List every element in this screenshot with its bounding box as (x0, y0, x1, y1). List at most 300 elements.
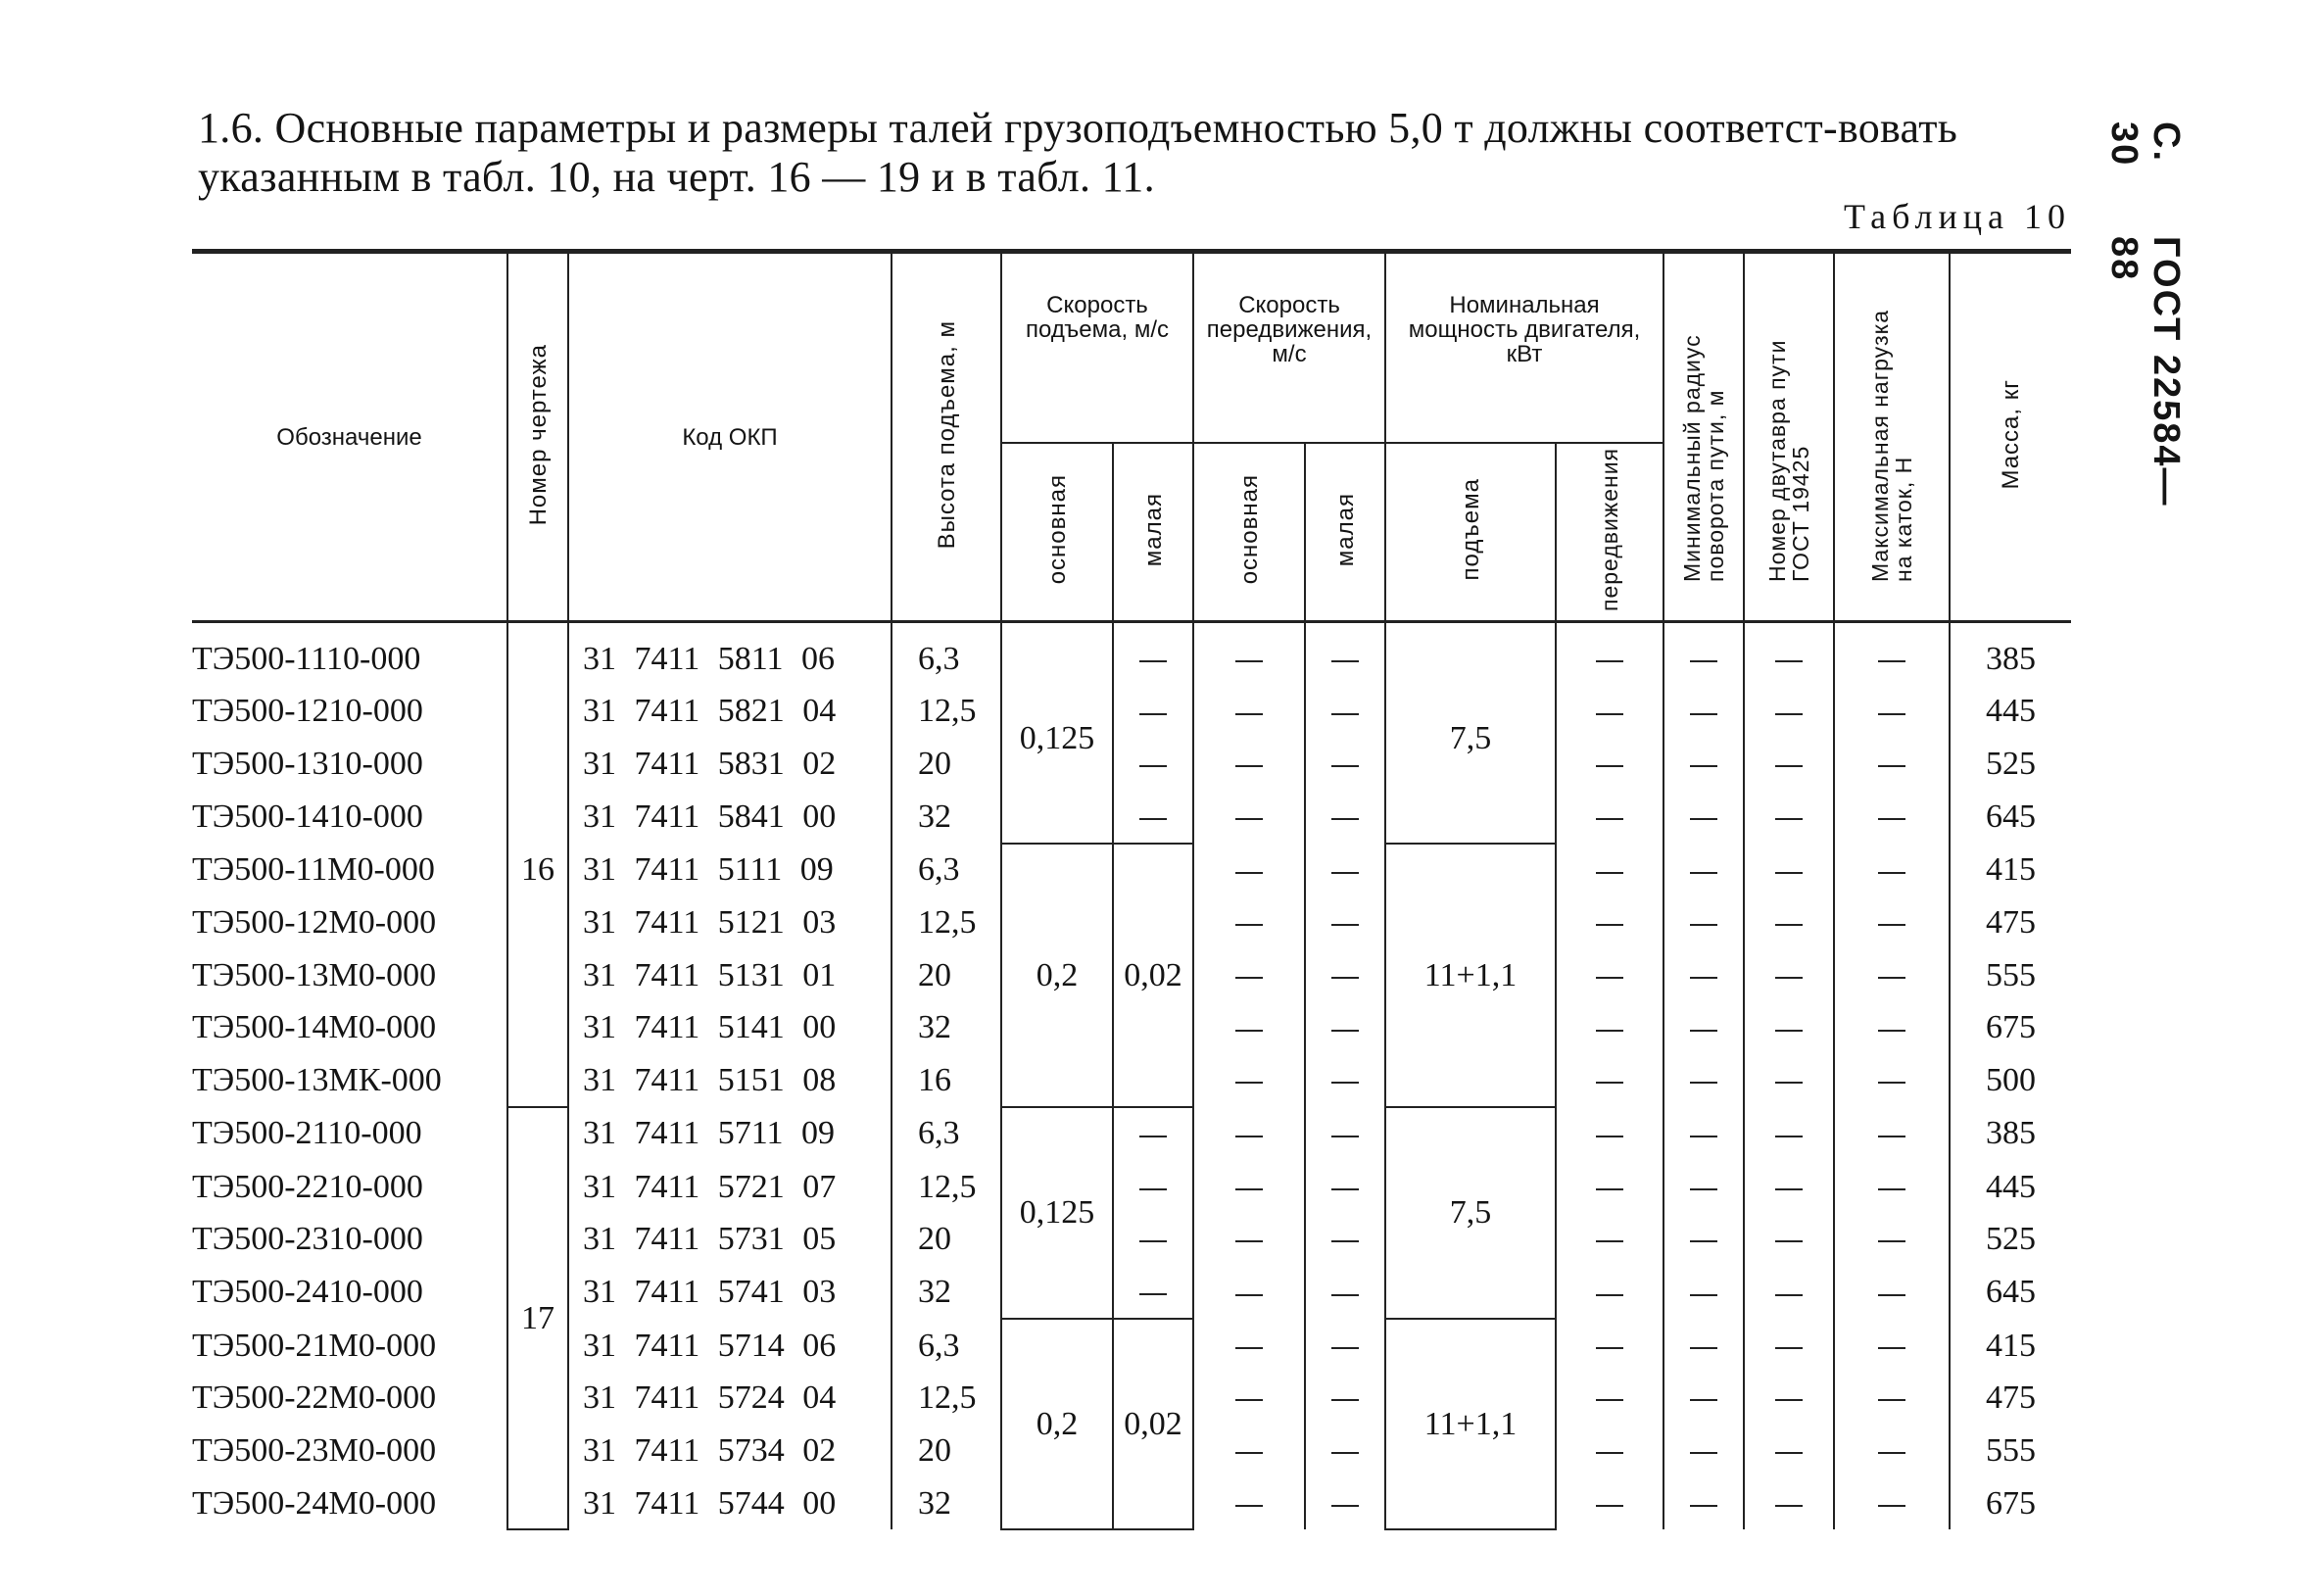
max-load (1834, 896, 1950, 949)
lift-speed-low (1113, 685, 1193, 738)
dash-mark (1331, 818, 1359, 820)
dash-mark (1139, 765, 1167, 767)
dash-mark (1596, 765, 1623, 767)
row-lift-height: 12,5 (892, 896, 1001, 949)
dash-mark (1690, 1188, 1717, 1190)
row-designation: ТЭ500-1210-000 (192, 685, 507, 738)
max-load (1834, 1266, 1950, 1320)
header-ibeam: Номер двутавра пути ГОСТ 19425 (1744, 252, 1834, 622)
ibeam-number (1744, 1107, 1834, 1161)
travel-speed-main (1193, 1266, 1305, 1320)
dash-mark (1690, 872, 1717, 874)
travel-speed-low (1305, 790, 1385, 844)
dash-mark (1775, 713, 1803, 715)
header-lift-height: Высота подъема, м (892, 252, 1001, 622)
dash-mark (1596, 1399, 1623, 1401)
row-lift-height: 12,5 (892, 1160, 1001, 1213)
dash-mark (1235, 924, 1263, 926)
header-motor-power: Номинальная мощность двигателя, кВт (1385, 252, 1663, 444)
dash-mark (1596, 977, 1623, 979)
dash-mark (1331, 1240, 1359, 1242)
row-designation: ТЭ500-2210-000 (192, 1160, 507, 1213)
dash-mark (1235, 1030, 1263, 1032)
ibeam-number (1744, 1266, 1834, 1320)
table-row (192, 1266, 2071, 1320)
row-okp-code: 31 7411 5714 06 (568, 1319, 892, 1372)
travel-speed-main (1193, 1160, 1305, 1213)
row-designation: ТЭ500-1110-000 (192, 622, 507, 686)
travel-speed-low (1305, 1319, 1385, 1372)
header-drawing-no: Номер чертежа (507, 252, 568, 622)
power-travel (1556, 1425, 1663, 1477)
dash-mark (1235, 1240, 1263, 1242)
row-lift-height: 20 (892, 738, 1001, 791)
lift-speed-low (1113, 790, 1193, 844)
ibeam-number (1744, 1476, 1834, 1529)
travel-speed-main (1193, 1476, 1305, 1529)
dash-mark (1878, 1294, 1905, 1296)
dash-mark (1690, 924, 1717, 926)
travel-speed-main (1193, 1001, 1305, 1054)
row-lift-height: 12,5 (892, 685, 1001, 738)
lift-speed-low (1113, 1107, 1193, 1161)
power-travel (1556, 1107, 1663, 1161)
dash-mark (1331, 1188, 1359, 1190)
dash-mark (1235, 1188, 1263, 1190)
travel-speed-main (1193, 1107, 1305, 1161)
row-lift-height: 12,5 (892, 1372, 1001, 1425)
row-mass: 385 (1950, 1107, 2071, 1161)
travel-speed-low (1305, 738, 1385, 791)
travel-speed-low (1305, 844, 1385, 896)
ibeam-number (1744, 622, 1834, 686)
dash-mark (1878, 713, 1905, 715)
min-radius (1663, 1319, 1744, 1372)
parameters-table (192, 249, 2071, 1530)
dash-mark (1690, 1347, 1717, 1349)
row-designation: ТЭ500-23М0-000 (192, 1425, 507, 1477)
min-radius (1663, 1213, 1744, 1266)
travel-speed-main (1193, 790, 1305, 844)
row-mass: 525 (1950, 1213, 2071, 1266)
row-mass: 675 (1950, 1001, 2071, 1054)
dash-mark (1235, 1082, 1263, 1084)
dash-mark (1235, 1136, 1263, 1137)
row-mass: 645 (1950, 790, 2071, 844)
header-min-radius: Минимальный радиус поворота пути, м (1663, 252, 1744, 622)
max-load (1834, 1425, 1950, 1477)
row-okp-code: 31 7411 5711 09 (568, 1107, 892, 1161)
row-designation: ТЭ500-24М0-000 (192, 1476, 507, 1529)
dash-mark (1331, 1294, 1359, 1296)
travel-speed-main (1193, 1054, 1305, 1107)
dash-mark (1878, 872, 1905, 874)
travel-speed-main (1193, 844, 1305, 896)
running-header (2103, 121, 2187, 533)
dash-mark (1139, 1240, 1167, 1242)
dash-mark (1690, 765, 1717, 767)
dash-mark (1775, 977, 1803, 979)
table-row (192, 844, 2071, 896)
row-mass: 500 (1950, 1054, 2071, 1107)
header-lift-low: малая (1113, 443, 1193, 622)
header-mass: Масса, кг (1950, 252, 2071, 622)
row-mass: 675 (1950, 1476, 2071, 1529)
lift-speed-low (1113, 1160, 1193, 1213)
dash-mark (1139, 818, 1167, 820)
row-okp-code: 31 7411 5831 02 (568, 738, 892, 791)
header-lift-main: основная (1001, 443, 1113, 622)
travel-speed-low (1305, 1266, 1385, 1320)
dash-mark (1775, 660, 1803, 662)
travel-speed-low (1305, 948, 1385, 1001)
dash-mark (1878, 1188, 1905, 1190)
dash-mark (1690, 660, 1717, 662)
row-lift-height: 20 (892, 1213, 1001, 1266)
dash-mark (1775, 1505, 1803, 1507)
travel-speed-low (1305, 896, 1385, 949)
power-lift: 11+1,1 (1385, 844, 1556, 1106)
dash-mark (1690, 818, 1717, 820)
min-radius (1663, 1476, 1744, 1529)
dash-mark (1690, 1505, 1717, 1507)
lift-speed-low (1113, 738, 1193, 791)
row-okp-code: 31 7411 5151 08 (568, 1054, 892, 1107)
row-okp-code: 31 7411 5734 02 (568, 1425, 892, 1477)
travel-speed-main (1193, 1213, 1305, 1266)
header-power-travel: передвижения (1556, 443, 1663, 622)
row-okp-code: 31 7411 5131 01 (568, 948, 892, 1001)
table-row (192, 1107, 2071, 1161)
ibeam-number (1744, 948, 1834, 1001)
max-load (1834, 1054, 1950, 1107)
dash-mark (1139, 1136, 1167, 1137)
row-okp-code: 31 7411 5721 07 (568, 1160, 892, 1213)
dash-mark (1331, 713, 1359, 715)
dash-mark (1235, 1347, 1263, 1349)
table-row (192, 622, 2071, 686)
header-designation: Обозначение (192, 252, 507, 622)
row-designation: ТЭ500-2310-000 (192, 1213, 507, 1266)
row-mass: 385 (1950, 622, 2071, 686)
dash-mark (1596, 872, 1623, 874)
dash-mark (1775, 765, 1803, 767)
travel-speed-main (1193, 738, 1305, 791)
header-travel-low: малая (1305, 443, 1385, 622)
drawing-number: 17 (507, 1107, 568, 1530)
travel-speed-low (1305, 685, 1385, 738)
row-mass: 415 (1950, 1319, 2071, 1372)
dash-mark (1775, 1240, 1803, 1242)
travel-speed-main (1193, 1319, 1305, 1372)
dash-mark (1878, 1399, 1905, 1401)
travel-speed-low (1305, 622, 1385, 686)
power-lift: 7,5 (1385, 1107, 1556, 1320)
header-max-load: Максимальная нагрузка на каток, Н (1834, 252, 1950, 622)
dash-mark (1331, 660, 1359, 662)
lift-speed-main: 0,125 (1001, 1107, 1113, 1320)
dash-mark (1331, 1399, 1359, 1401)
lift-speed-main: 0,2 (1001, 844, 1113, 1106)
row-designation: ТЭ500-11М0-000 (192, 844, 507, 896)
row-lift-height: 6,3 (892, 1319, 1001, 1372)
power-travel (1556, 1476, 1663, 1529)
dash-mark (1690, 1082, 1717, 1084)
dash-mark (1878, 1082, 1905, 1084)
dash-mark (1596, 1082, 1623, 1084)
dash-mark (1235, 977, 1263, 979)
row-okp-code: 31 7411 5821 04 (568, 685, 892, 738)
dash-mark (1775, 1347, 1803, 1349)
dash-mark (1878, 1347, 1905, 1349)
lift-speed-main: 0,125 (1001, 622, 1113, 845)
travel-speed-low (1305, 1107, 1385, 1161)
dash-mark (1331, 1082, 1359, 1084)
row-mass: 445 (1950, 685, 2071, 738)
dash-mark (1331, 1452, 1359, 1454)
dash-mark (1331, 765, 1359, 767)
max-load (1834, 948, 1950, 1001)
dash-mark (1139, 713, 1167, 715)
travel-speed-main (1193, 1425, 1305, 1477)
dash-mark (1775, 872, 1803, 874)
dash-mark (1331, 1347, 1359, 1349)
table-row (192, 790, 2071, 844)
max-load (1834, 1160, 1950, 1213)
lift-speed-low (1113, 1266, 1193, 1320)
power-travel (1556, 1001, 1663, 1054)
lift-speed-low (1113, 622, 1193, 686)
ibeam-number (1744, 1213, 1834, 1266)
dash-mark (1690, 1136, 1717, 1137)
table-row (192, 1160, 2071, 1213)
row-lift-height: 20 (892, 948, 1001, 1001)
table-row (192, 685, 2071, 738)
power-travel (1556, 790, 1663, 844)
travel-speed-main (1193, 1372, 1305, 1425)
max-load (1834, 1372, 1950, 1425)
dash-mark (1235, 765, 1263, 767)
max-load (1834, 1001, 1950, 1054)
dash-mark (1331, 1136, 1359, 1137)
row-mass: 475 (1950, 896, 2071, 949)
dash-mark (1878, 977, 1905, 979)
dash-mark (1878, 660, 1905, 662)
power-travel (1556, 948, 1663, 1001)
dash-mark (1596, 713, 1623, 715)
power-travel (1556, 1266, 1663, 1320)
min-radius (1663, 948, 1744, 1001)
dash-mark (1596, 924, 1623, 926)
min-radius (1663, 896, 1744, 949)
dash-mark (1235, 1294, 1263, 1296)
table-row (192, 1319, 2071, 1372)
dash-mark (1139, 1293, 1167, 1295)
power-travel (1556, 844, 1663, 896)
min-radius (1663, 1001, 1744, 1054)
min-radius (1663, 622, 1744, 686)
row-mass: 445 (1950, 1160, 2071, 1213)
row-designation: ТЭ500-12М0-000 (192, 896, 507, 949)
page-number: С. 30 (2103, 121, 2187, 168)
dash-mark (1235, 1452, 1263, 1454)
power-travel (1556, 685, 1663, 738)
dash-mark (1596, 1294, 1623, 1296)
header-okp-code: Код ОКП (568, 252, 892, 622)
dash-mark (1690, 1452, 1717, 1454)
row-designation: ТЭ500-2410-000 (192, 1266, 507, 1320)
dash-mark (1596, 1347, 1623, 1349)
intro-paragraph: 1.6. Основные параметры и размеры талей грузоподъемностью 5,0 т должны соответст-вовать указанным в табл. 10, на черт. 16 — 19 и в табл. 11. (198, 104, 1958, 201)
row-mass: 525 (1950, 738, 2071, 791)
travel-speed-main (1193, 685, 1305, 738)
ibeam-number (1744, 1160, 1834, 1213)
max-load (1834, 622, 1950, 686)
dash-mark (1235, 818, 1263, 820)
dash-mark (1331, 924, 1359, 926)
power-travel (1556, 738, 1663, 791)
table-row (192, 1213, 2071, 1266)
dash-mark (1331, 872, 1359, 874)
travel-speed-low (1305, 1160, 1385, 1213)
dash-mark (1775, 818, 1803, 820)
ibeam-number (1744, 896, 1834, 949)
row-designation: ТЭ500-1410-000 (192, 790, 507, 844)
table-row (192, 738, 2071, 791)
dash-mark (1690, 1030, 1717, 1032)
dash-mark (1878, 818, 1905, 820)
power-travel (1556, 1372, 1663, 1425)
dash-mark (1878, 924, 1905, 926)
row-mass: 555 (1950, 1425, 2071, 1477)
row-lift-height: 32 (892, 790, 1001, 844)
row-lift-height: 32 (892, 1266, 1001, 1320)
row-mass: 415 (1950, 844, 2071, 896)
dash-mark (1775, 1399, 1803, 1401)
min-radius (1663, 1107, 1744, 1161)
row-designation: ТЭ500-21М0-000 (192, 1319, 507, 1372)
min-radius (1663, 1266, 1744, 1320)
max-load (1834, 844, 1950, 896)
ibeam-number (1744, 1425, 1834, 1477)
dash-mark (1690, 1399, 1717, 1401)
dash-mark (1878, 1136, 1905, 1137)
row-designation: ТЭ500-13М0-000 (192, 948, 507, 1001)
row-mass: 555 (1950, 948, 2071, 1001)
dash-mark (1596, 1030, 1623, 1032)
row-mass: 645 (1950, 1266, 2071, 1320)
dash-mark (1235, 1399, 1263, 1401)
row-designation: ТЭ500-2110-000 (192, 1107, 507, 1161)
dash-mark (1139, 660, 1167, 662)
row-okp-code: 31 7411 5744 00 (568, 1476, 892, 1529)
dash-mark (1596, 1136, 1623, 1137)
dash-mark (1331, 1030, 1359, 1032)
dash-mark (1596, 1188, 1623, 1190)
row-okp-code: 31 7411 5811 06 (568, 622, 892, 686)
dash-mark (1139, 1188, 1167, 1190)
dash-mark (1878, 1452, 1905, 1454)
row-okp-code: 31 7411 5731 05 (568, 1213, 892, 1266)
dash-mark (1596, 1505, 1623, 1507)
dash-mark (1775, 1294, 1803, 1296)
dash-mark (1235, 1505, 1263, 1507)
drawing-number: 16 (507, 622, 568, 1107)
row-designation: ТЭ500-13МК-000 (192, 1054, 507, 1107)
travel-speed-main (1193, 896, 1305, 949)
travel-speed-low (1305, 1476, 1385, 1529)
ibeam-number (1744, 685, 1834, 738)
row-lift-height: 6,3 (892, 844, 1001, 896)
row-lift-height: 20 (892, 1425, 1001, 1477)
max-load (1834, 1476, 1950, 1529)
power-travel (1556, 622, 1663, 686)
ibeam-number (1744, 1319, 1834, 1372)
power-travel (1556, 1213, 1663, 1266)
dash-mark (1775, 1082, 1803, 1084)
dash-mark (1775, 1188, 1803, 1190)
ibeam-number (1744, 844, 1834, 896)
row-okp-code: 31 7411 5724 04 (568, 1372, 892, 1425)
max-load (1834, 738, 1950, 791)
min-radius (1663, 1425, 1744, 1477)
dash-mark (1690, 1294, 1717, 1296)
min-radius (1663, 844, 1744, 896)
travel-speed-main (1193, 948, 1305, 1001)
row-okp-code: 31 7411 5141 00 (568, 1001, 892, 1054)
dash-mark (1775, 924, 1803, 926)
travel-speed-low (1305, 1001, 1385, 1054)
min-radius (1663, 685, 1744, 738)
row-designation: ТЭ500-14М0-000 (192, 1001, 507, 1054)
max-load (1834, 790, 1950, 844)
row-designation: ТЭ500-1310-000 (192, 738, 507, 791)
dash-mark (1690, 1240, 1717, 1242)
dash-mark (1690, 977, 1717, 979)
dash-mark (1878, 1240, 1905, 1242)
travel-speed-low (1305, 1372, 1385, 1425)
travel-speed-low (1305, 1054, 1385, 1107)
row-lift-height: 32 (892, 1001, 1001, 1054)
power-travel (1556, 1319, 1663, 1372)
ibeam-number (1744, 738, 1834, 791)
max-load (1834, 1213, 1950, 1266)
min-radius (1663, 1054, 1744, 1107)
table-caption: Таблица 10 (1844, 197, 2071, 236)
power-travel (1556, 896, 1663, 949)
header-power-lift: подъема (1385, 443, 1556, 622)
travel-speed-low (1305, 1425, 1385, 1477)
lift-speed-low: 0,02 (1113, 1319, 1193, 1529)
power-travel (1556, 1054, 1663, 1107)
travel-speed-main (1193, 622, 1305, 686)
row-lift-height: 32 (892, 1476, 1001, 1529)
dash-mark (1878, 765, 1905, 767)
lift-speed-main: 0,2 (1001, 1319, 1113, 1529)
dash-mark (1235, 872, 1263, 874)
header-lift-speed: Скорость подъема, м/с (1001, 252, 1193, 444)
dash-mark (1775, 1030, 1803, 1032)
min-radius (1663, 1160, 1744, 1213)
table-body (192, 622, 2071, 1530)
row-lift-height: 16 (892, 1054, 1001, 1107)
row-okp-code: 31 7411 5111 09 (568, 844, 892, 896)
dash-mark (1235, 660, 1263, 662)
dash-mark (1775, 1452, 1803, 1454)
power-lift: 7,5 (1385, 622, 1556, 845)
max-load (1834, 685, 1950, 738)
min-radius (1663, 1372, 1744, 1425)
